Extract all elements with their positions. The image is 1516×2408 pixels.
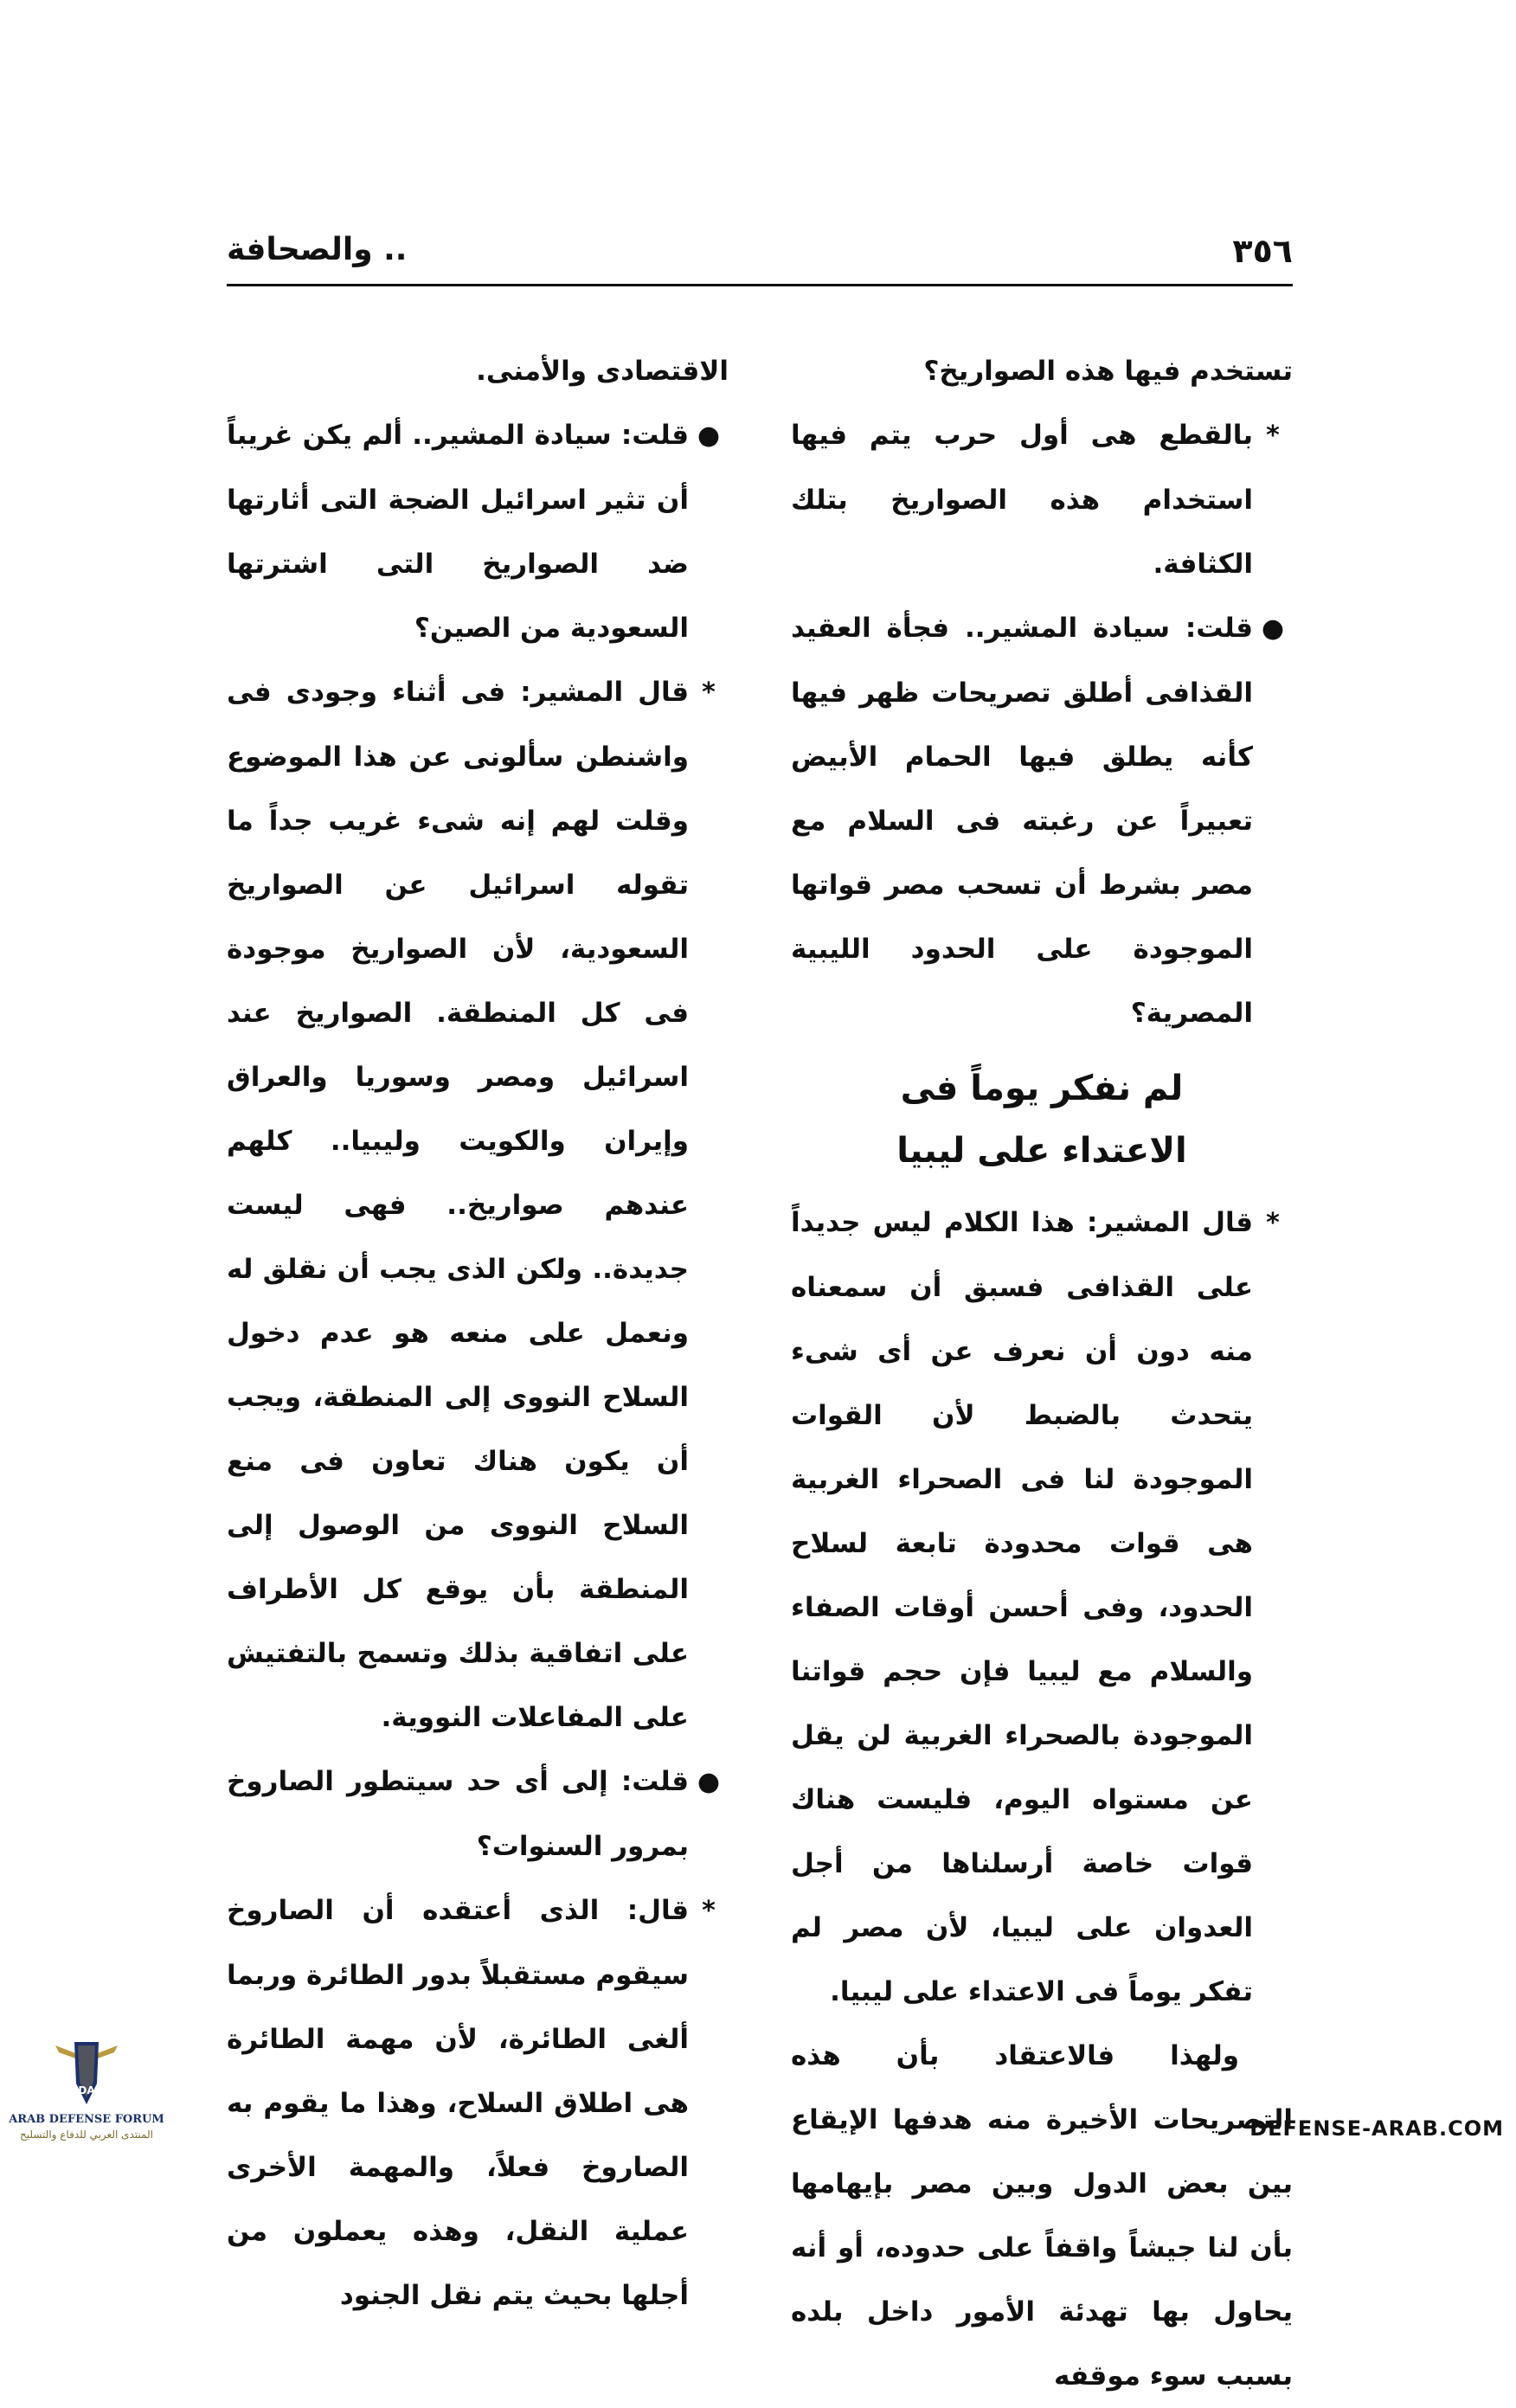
running-title: .. والصحافة bbox=[227, 232, 408, 267]
page-number: ٣٥٦ bbox=[1232, 232, 1293, 270]
paragraph-continuation: تستخدم فيها هذه الصواريخ؟ bbox=[923, 356, 1293, 387]
question-text: قلت: سيادة المشير.. فجأة العقيد القذافى أطلق تصريحات ظهر فيها كأنه يطلق فيها الحمام الأبيض تعبيراً عن رغبته فى السلام مع مصر بشرط أن تسحب مصر قواتها الموجودة على الحدود الليبية المصرية؟ bbox=[791, 613, 1253, 1029]
question-paragraph bbox=[791, 596, 1293, 1045]
question-text: قلت: سيادة المشير.. ألم يكن غريباً أن تثير اسرائيل الضجة التى أثارتها ضد الصواريخ التى اشترتها السعودية من الصين؟ bbox=[227, 420, 689, 644]
asterisk-icon: * bbox=[702, 677, 716, 708]
logo-text-english: ARAB DEFENSE FORUM bbox=[9, 2113, 164, 2126]
section-heading-line-2: الاعتداء على ليبيا bbox=[896, 1131, 1187, 1171]
bullet-icon: ● bbox=[1261, 613, 1285, 644]
question-paragraph bbox=[227, 403, 729, 660]
asterisk-icon: * bbox=[1266, 421, 1280, 451]
section-heading bbox=[791, 1057, 1293, 1182]
paragraph-continuation: الاقتصادى والأمنى. bbox=[476, 356, 729, 387]
answer-text: قال المشير: هذا الكلام ليس جديداً على القذافى فسبق أن سمعناه منه دون أن نعرف عن أى شىء يتحدث بالضبط لأن القوات الموجودة لنا فى الصحراء الغربية هى قوات محدودة تابعة لسلاح الحدود، وفى أحسن أوقات الصفاء والسلام مع ليبيا فإن حجم قواتنا الموجودة بالصحراء الغربية لن يقل عن مستواه اليوم، فليست هناك قوات خاصة أرسلناها من أجل العدوان على ليبيا، لأن مصر لم تفكر يوماً فى الاعتداء على ليبيا. bbox=[791, 1207, 1253, 2007]
answer-text: قال: الذى أعتقده أن الصاروخ سيقوم مستقبلاً بدور الطائرة وربما ألغى الطائرة، لأن مهمة الطائرة هى اطلاق السلاح، وهذا ما يقوم به الصاروخ فعلاً، والمهمة الأخرى عملية النقل، وهذه يعملون من أجلها بحيث يتم نقل الجنود bbox=[227, 1895, 689, 2311]
body-paragraph: ولهذا فالاعتقاد بأن هذه التصريحات الأخيرة منه هدفها الإيقاع بين بعض الدول وبين مصر بإيهامها بأن لنا جيشاً واقفاً على حدوده، أو أنه يحاول بها تهدئة الأمور داخل بلده بسبب سوء موقفه bbox=[791, 2040, 1293, 2392]
asterisk-icon: * bbox=[702, 1896, 716, 1926]
arab-defense-forum-logo bbox=[9, 2033, 164, 2146]
answer-paragraph bbox=[227, 1878, 729, 2328]
answer-text: قال المشير: فى أثناء وجودى فى واشنطن سألونى عن هذا الموضوع وقلت لهم إنه شىء غريب جداً ما تقوله اسرائيل عن الصواريخ السعودية، لأن الصواريخ موجودة فى كل المنطقة. الصواريخ عند اسرائيل ومصر وسوريا والعراق وإيران والكويت وليبيا.. كلهم عندهم صواريخ.. فهى ليست جديدة.. ولكن الذى يجب أن نقلق له ونعمل على منعه هو عدم دخول السلاح النووى إلى المنطقة، ويجب أن يكون هناك تعاون فى منع السلاح النووى من الوصول إلى المنطقة بأن يوقع كل الأطراف على اتفاقية بذلك وتسمح بالتفتيش على المفاعلات النووية. bbox=[227, 677, 689, 1733]
answer-paragraph bbox=[791, 403, 1293, 596]
logo-text-arabic: المنتدى العربي للدفاع والتسليح bbox=[20, 2129, 153, 2141]
logo-badge-text: DA bbox=[78, 2084, 95, 2097]
section-heading-line-1: لم نفكر يوماً فى bbox=[900, 1069, 1184, 1108]
answer-paragraph bbox=[791, 1191, 1293, 2024]
left-column bbox=[227, 339, 729, 2328]
shield-wings-icon bbox=[52, 2033, 121, 2113]
answer-text: بالقطع هى أول حرب يتم فيها استخدام هذه الصواريخ بتلك الكثافة. bbox=[791, 420, 1253, 580]
answer-paragraph bbox=[227, 660, 729, 1750]
bullet-icon: ● bbox=[697, 421, 721, 451]
header-rule bbox=[227, 284, 1293, 286]
site-watermark: DEFENSE-ARAB.COM bbox=[1249, 2116, 1504, 2141]
page-header bbox=[227, 232, 1293, 286]
asterisk-icon: * bbox=[1266, 1208, 1280, 1238]
bullet-icon: ● bbox=[697, 1767, 721, 1797]
question-paragraph bbox=[227, 1750, 729, 1878]
right-column bbox=[791, 339, 1293, 2408]
question-text: قلت: إلى أى حد سيتطور الصاروخ بمرور السنوات؟ bbox=[227, 1766, 689, 1862]
